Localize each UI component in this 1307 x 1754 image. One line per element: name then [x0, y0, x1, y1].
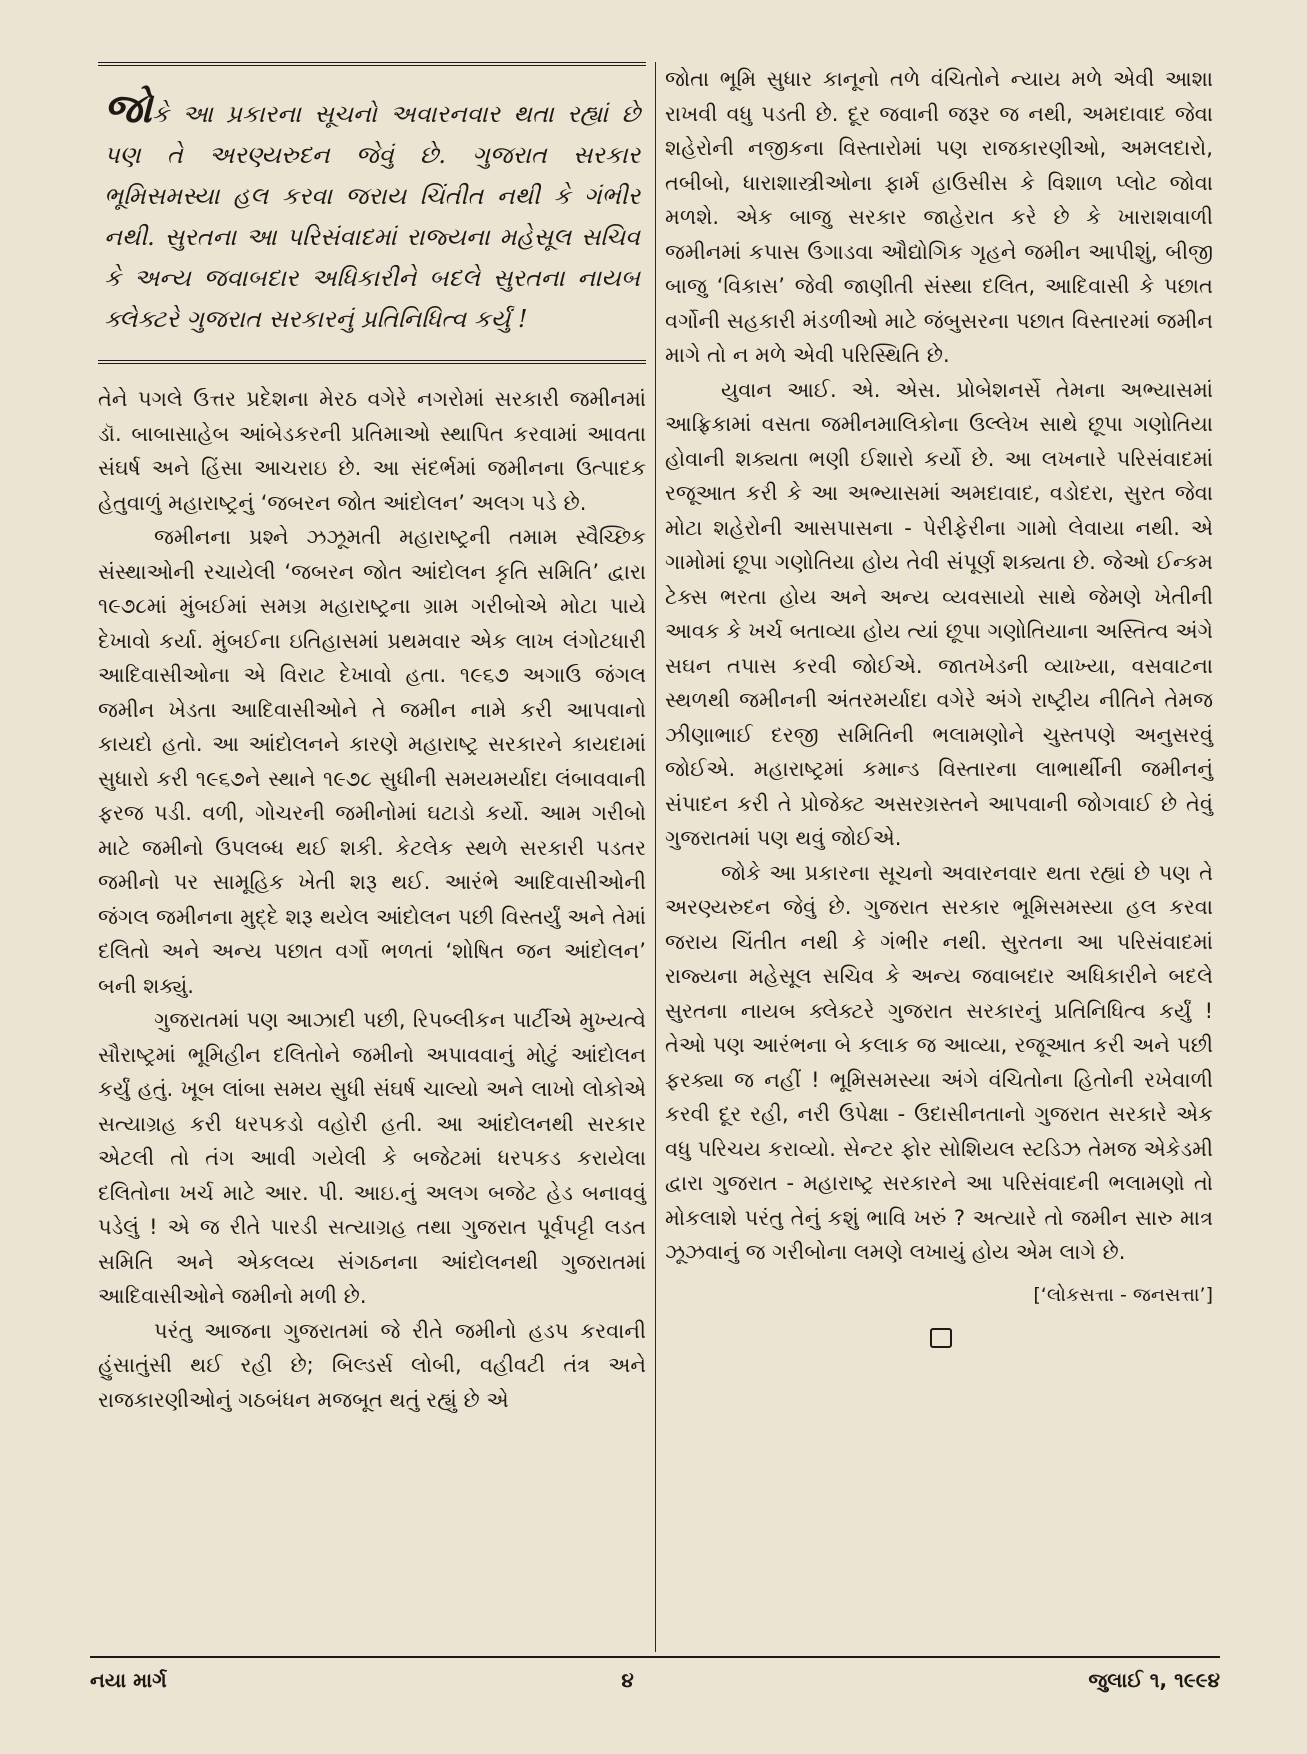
right-column — [665, 62, 1213, 1348]
left-column — [98, 62, 646, 1417]
footer-page-number: ૪ — [621, 1668, 634, 1692]
right-paragraph-2: યુવાન આઈ. એ. એસ. પ્રોબેશનર્સે તેમના અભ્યાસમાં આફ્રિકામાં વસતા જમીનમાલિકોના ઉલ્લેખ સાથે છૂપા ગણોતિયા હોવાની શક્યતા ભણી ઈશારો કર્યો છે. આ લખનારે પરિસંવાદમાં રજૂઆત કરી કે આ અભ્યાસમાં અમદાવાદ, વડોદરા, સુરત જેવા મોટા શહેરોની આસપાસના - પેરીફેરીના ગામો લેવાયા નથી. એ ગામોમાં છૂપા ગણોતિયા હોય તેવી સંપૂર્ણ શક્યતા છે. જેઓ ઈન્કમ ટેક્સ ભરતા હોય અને અન્ય વ્યવસાયો સાથે જેમણે ખેતીની આવક કે ખર્ચ બતાવ્યા હોય ત્યાં છૂપા ગણોતિયાના અસ્તિત્વ અંગે સઘન તપાસ કરવી જોઈએ. જાતખેડની વ્યાખ્યા, વસવાટના સ્થળથી જમીનની અંતરમર્યાદા વગેરે અંગે રાષ્ટ્રીય નીતિને તેમજ ઝીણાભાઈ દરજી સમિતિની ભલામણોને ચુસ્તપણે અનુસરવું જોઈએ. મહારાષ્ટ્રમાં કમાન્ડ વિસ્તારના લાભાર્થીની જમીનનું સંપાદન કરી તે પ્રોજેક્ટ અસરગ્રસ્તને આપવાની જોગવાઈ છે તેવું ગુજરાતમાં પણ થવું જોઈએ. — [665, 377, 1213, 850]
left-paragraph-4: પરંતુ આજના ગુજરાતમાં જે રીતે જમીનો હડપ કરવાની હુંસાતુંસી થઈ રહી છે; બિલ્ડર્સ લોબી, વહીવટી તંત્ર અને રાજકારણીઓનું ગઠબંધન મજબૂત થતું રહ્યું છે એ — [98, 1318, 646, 1412]
footer-publication: નયા માર્ગ — [90, 1668, 167, 1692]
pull-quote — [98, 62, 646, 364]
right-paragraph-3: જોકે આ પ્રકારના સૂચનો અવારનવાર થતા રહ્યાં છે પણ તે અરણ્યરુદન જેવું છે. ગુજરાત સરકાર ભૂમિસમસ્યા હલ કરવા જરાય ચિંતીત નથી કે ગંભીર નથી. સુરતના આ પરિસંવાદમાં રાજ્યના મહેસૂલ સચિવ કે અન્ય જવાબદાર અધિકારીને બદલે સુરતના નાયબ ક્લેક્ટરે ગુજરાત સરકારનું પ્રતિનિધિત્વ કર્યું ! તેઓ પણ આરંભના બે કલાક જ આવ્યા, રજૂઆત કરી અને પછી ફરક્યા જ નહીં ! ભૂમિસમસ્યા અંગે વંચિતોના હિતોની રખેવાળી કરવી દૂર રહી, નરી ઉપેક્ષા - ઉદાસીનતાનો ગુજરાત સરકારે એક વધુ પરિચય કરાવ્યો. સેન્ટર ફોર સોશિયલ સ્ટડિઝ તેમજ એકેડમી દ્વારા ગુજરાત - મહારાષ્ટ્ર સરકારને આ પરિસંવાદની ભલામણો તો મોકલાશે પરંતુ તેનું કશું ભાવિ ખરું ? અત્યારે તો જમીન સારુ માત્ર ઝૂઝવાનું જ ગરીબોના લમણે લખાયું હોય એમ લાગે છે. — [665, 860, 1213, 1264]
left-paragraph-1: તેને પગલે ઉત્તર પ્રદેશના મેરઠ વગેરે નગરોમાં સરકારી જમીનમાં ડૉ. બાબાસાહેબ આંબેડકરની પ્રતિમાઓ સ્થાપિત કરવામાં આવતા સંઘર્ષ અને હિંસા આચરાઇ છે. આ સંદર્ભમાં જમીનના ઉત્પાદક હેતુવાળું મહારાષ્ટ્રનું ‘જબરન જોત આંદોલન’ અલગ પડે છે. — [98, 387, 646, 515]
footer-date: જુલાઈ ૧, ૧૯૯૪ — [1088, 1668, 1220, 1692]
column-divider — [655, 62, 656, 1652]
pull-quote-initial: જો — [104, 85, 152, 132]
left-paragraph-2: જમીનના પ્રશ્ને ઝઝૂમતી મહારાષ્ટ્રની તમામ સ્વૈચ્છિક સંસ્થાઓની રચાયેલી ‘જબરન જોત આંદોલન કૃતિ સમિતિ’ દ્વારા ૧૯૭૮માં મુંબઈમાં સમગ્ર મહારાષ્ટ્રના ગ્રામ ગરીબોએ મોટા પાયે દેખાવો કર્યા. મુંબઈના ઇતિહાસમાં પ્રથમવાર એક લાખ લંગોટધારી આદિવાસીઓના એ વિરાટ દેખાવો હતા. ૧૯૬૭ અગાઉ જંગલ જમીન ખેડતા આદિવાસીઓને તે જમીન નામે કરી આપવાનો કાયદો હતો. આ આંદોલનને કારણે મહારાષ્ટ્ર સરકારને કાયદામાં સુધારો કરી ૧૯૬૭ને સ્થાને ૧૯૭૮ સુધીની સમયમર્યાદા લંબાવવાની ફરજ પડી. વળી, ગોચરની જમીનોમાં ઘટાડો કર્યો. આમ ગરીબો માટે જમીનો ઉપલબ્ધ થઈ શકી. કેટલેક સ્થળે સરકારી પડતર જમીનો પર સામૂહિક ખેતી શરૂ થઈ. આરંભે આદિવાસીઓની જંગલ જમીનના મુદ્દે શરૂ થયેલ આંદોલન પછી વિસ્તર્યું અને તેમાં દલિતો અને અન્ય પછાત વર્ગો ભળતાં ‘શોષિત જન આંદોલન’ બની શક્યું. — [98, 525, 646, 998]
end-of-article-icon — [930, 1328, 952, 1348]
left-paragraph-3: ગુજરાતમાં પણ આઝાદી પછી, રિપબ્લીકન પાર્ટીએ મુખ્યત્વે સૌરાષ્ટ્રમાં ભૂમિહીન દલિતોને જમીનો અપાવવાનું મોટું આંદોલન કર્યું હતું. ખૂબ લાંબા સમય સુધી સંઘર્ષ ચાલ્યો અને લાખો લોકોએ સત્યાગ્રહ કરી ધરપકડો વહોરી હતી. આ આંદોલનથી સરકાર એટલી તો તંગ આવી ગયેલી કે બજેટમાં ધરપકડ કરાયેલા દલિતોના ખર્ચ માટે આર. પી. આઇ.નું અલગ બજેટ હેડ બનાવવું પડેલું ! એ જ રીતે પારડી સત્યાગ્રહ તથા ગુજરાત પૂર્વપટ્ટી લડત સમિતિ અને એકલવ્ય સંગઠનના આંદોલનથી ગુજરાતમાં આદિવાસીઓને જમીનો મળી છે. — [98, 1008, 646, 1308]
pull-quote-text — [104, 85, 640, 340]
right-paragraph-1: જોતા ભૂમિ સુધાર કાનૂનો તળે વંચિતોને ન્યાય મળે એવી આશા રાખવી વધુ પડતી છે. દૂર જવાની જરૂર જ નથી, અમદાવાદ જેવા શહેરોની નજીકના વિસ્તારોમાં પણ રાજકારણીઓ, અમલદારો, તબીબો, ધારાશાસ્ત્રીઓના ફાર્મ હાઉસીસ કે વિશાળ પ્લોટ જોવા મળશે. એક બાજુ સરકાર જાહેરાત કરે છે કે ખારાશવાળી જમીનમાં કપાસ ઉગાડવા ઔદ્યોગિક ગૃહને જમીન આપીશું, બીજી બાજુ ‘વિકાસ’ જેવી જાણીતી સંસ્થા દલિત, આદિવાસી કે પછાત વર્ગોની સહકારી મંડળીઓ માટે જંબુસરના પછાત વિસ્તારમાં જમીન માગે તો ન મળે એવી પરિસ્થિતિ છે. — [665, 67, 1213, 367]
pull-quote-body: કે આ પ્રકારના સૂચનો અવારનવાર થતા રહ્યાં છે પણ તે અરણ્યરુદન જેવું છે. ગુજરાત સરકાર ભૂમિસમસ્યા હલ કરવા જરાય ચિંતીત નથી કે ગંભીર નથી. સુરતના આ પરિસંવાદમાં રાજ્યના મહેસૂલ સચિવ કે અન્ય જવાબદાર અધિકારીને બદલે સુરતના નાયબ ક્લેક્ટરે ગુજરાત સરકારનું પ્રતિનિધિત્વ કર્યું ! — [104, 100, 640, 333]
page-footer — [90, 1656, 1220, 1692]
source-credit: [‘લોકસત્તા - જનસત્તા’] — [1033, 1283, 1213, 1306]
